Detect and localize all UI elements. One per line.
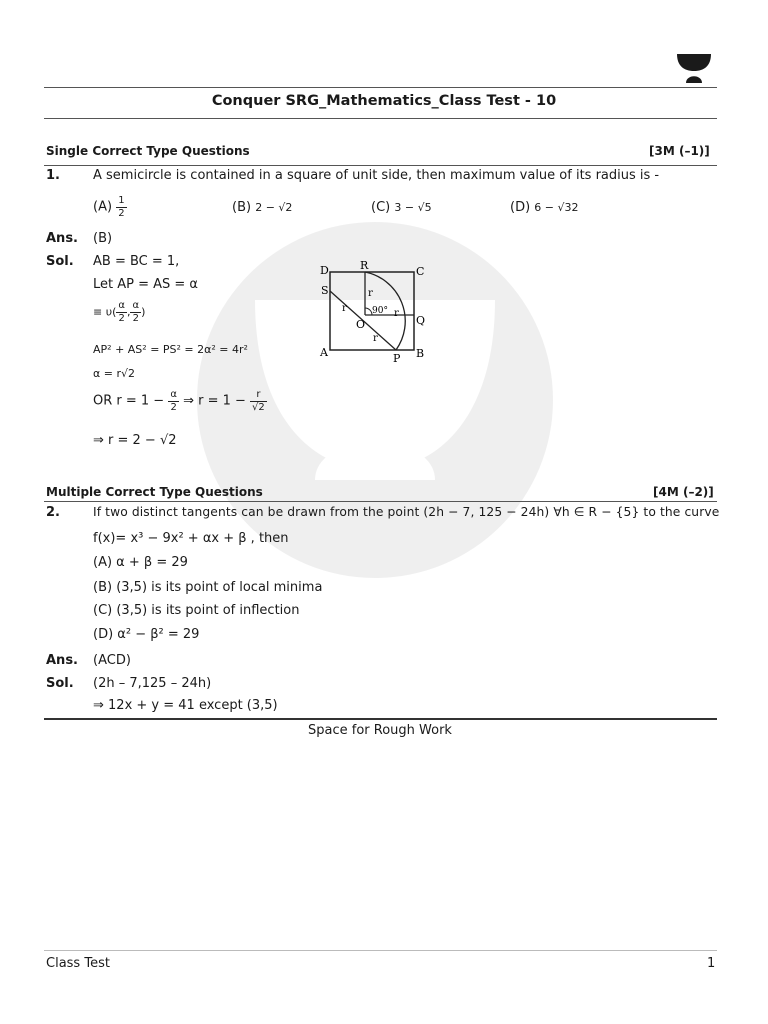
label-b: B [416,347,425,360]
solution-line: α = r√2 [93,367,135,380]
section-rule [44,501,717,502]
answer-value: (ACD) [93,653,131,668]
question-text: If two distinct tangents can be drawn from the point (2h − 7, 125 − 24h) ∀h ∈ R − {5} to the curve [93,505,720,519]
solution-line: AB = BC = 1, [93,254,180,269]
answer-label: Ans. [46,231,78,246]
solution-label: Sol. [46,676,74,691]
section-label: Single Correct Type Questions [46,144,250,158]
label-radius: r [342,303,347,314]
solution-line: (2h – 7,125 – 24h) [93,676,212,691]
solution-line: ⇒ 12x + y = 41 except (3,5) [93,698,278,713]
label-radius: r [394,308,399,319]
question-number: 1. [46,168,60,183]
page-number: 1 [707,956,716,971]
brand-logo-icon [676,52,712,84]
label-r-point: R [360,259,369,272]
option-c: (C) (3,5) is its point of inflection [93,603,300,618]
answer-label: Ans. [46,653,78,668]
solution-line: AP² + AS² = PS² = 2α² = 4r² [93,343,248,356]
section-marks: [3M (–1)] [649,144,710,158]
question-text: A semicircle is contained in a square of unit side, then maximum value of its radius is - [93,168,660,183]
option-b: (B) (3,5) is its point of local minima [93,580,323,595]
option-d: (D) 6 − √32 [510,200,579,215]
option-a: (A) $\frac{1}{2}$ [93,195,125,219]
header-rule-top [44,87,717,88]
footer-label: Class Test [46,956,110,971]
question-text: f(x)= x³ − 9x² + αx + β , then [93,531,289,546]
solution-label: Sol. [46,254,74,269]
label-radius: r [373,333,378,344]
geometry-figure [316,258,436,368]
header-rule-bottom [44,118,717,119]
label-c: C [416,265,425,278]
solution-line: Let AP = AS = α [93,277,199,292]
page-title: Conquer SRG_Mathematics_Class Test - 10 [211,93,557,109]
label-d: D [320,264,329,277]
label-s: S [321,284,329,297]
option-c: (C) 3 − √5 [371,200,432,215]
label-p: P [393,352,401,365]
rough-work-rule [44,718,717,720]
footer-rule [44,950,717,951]
solution-line: ≡ υ( $\frac{\alpha}{2}$ , $\frac{\alpha}{2}$ ) [93,300,146,324]
section-marks: [4M (–2)] [653,485,714,499]
label-angle: 90° [372,306,388,316]
label-o: O [356,318,366,331]
label-a: A [320,346,328,359]
rough-work-label: Space for Rough Work [308,723,452,738]
solution-line: OR r = 1 − $\frac{\alpha}{2}$ ⇒ r = 1 − $\frac{r}{√2}$ [93,389,265,413]
option-d: (D) α² − β² = 29 [93,627,200,642]
question-number: 2. [46,505,60,520]
section-rule [44,165,717,166]
label-radius: r [368,288,373,299]
answer-value: (B) [93,231,113,246]
option-b: (B) 2 − √2 [232,200,293,215]
option-a: (A) α + β = 29 [93,555,188,570]
solution-line: ⇒ r = 2 − √2 [93,433,177,448]
label-q: Q [416,314,426,327]
section-label: Multiple Correct Type Questions [46,485,263,499]
